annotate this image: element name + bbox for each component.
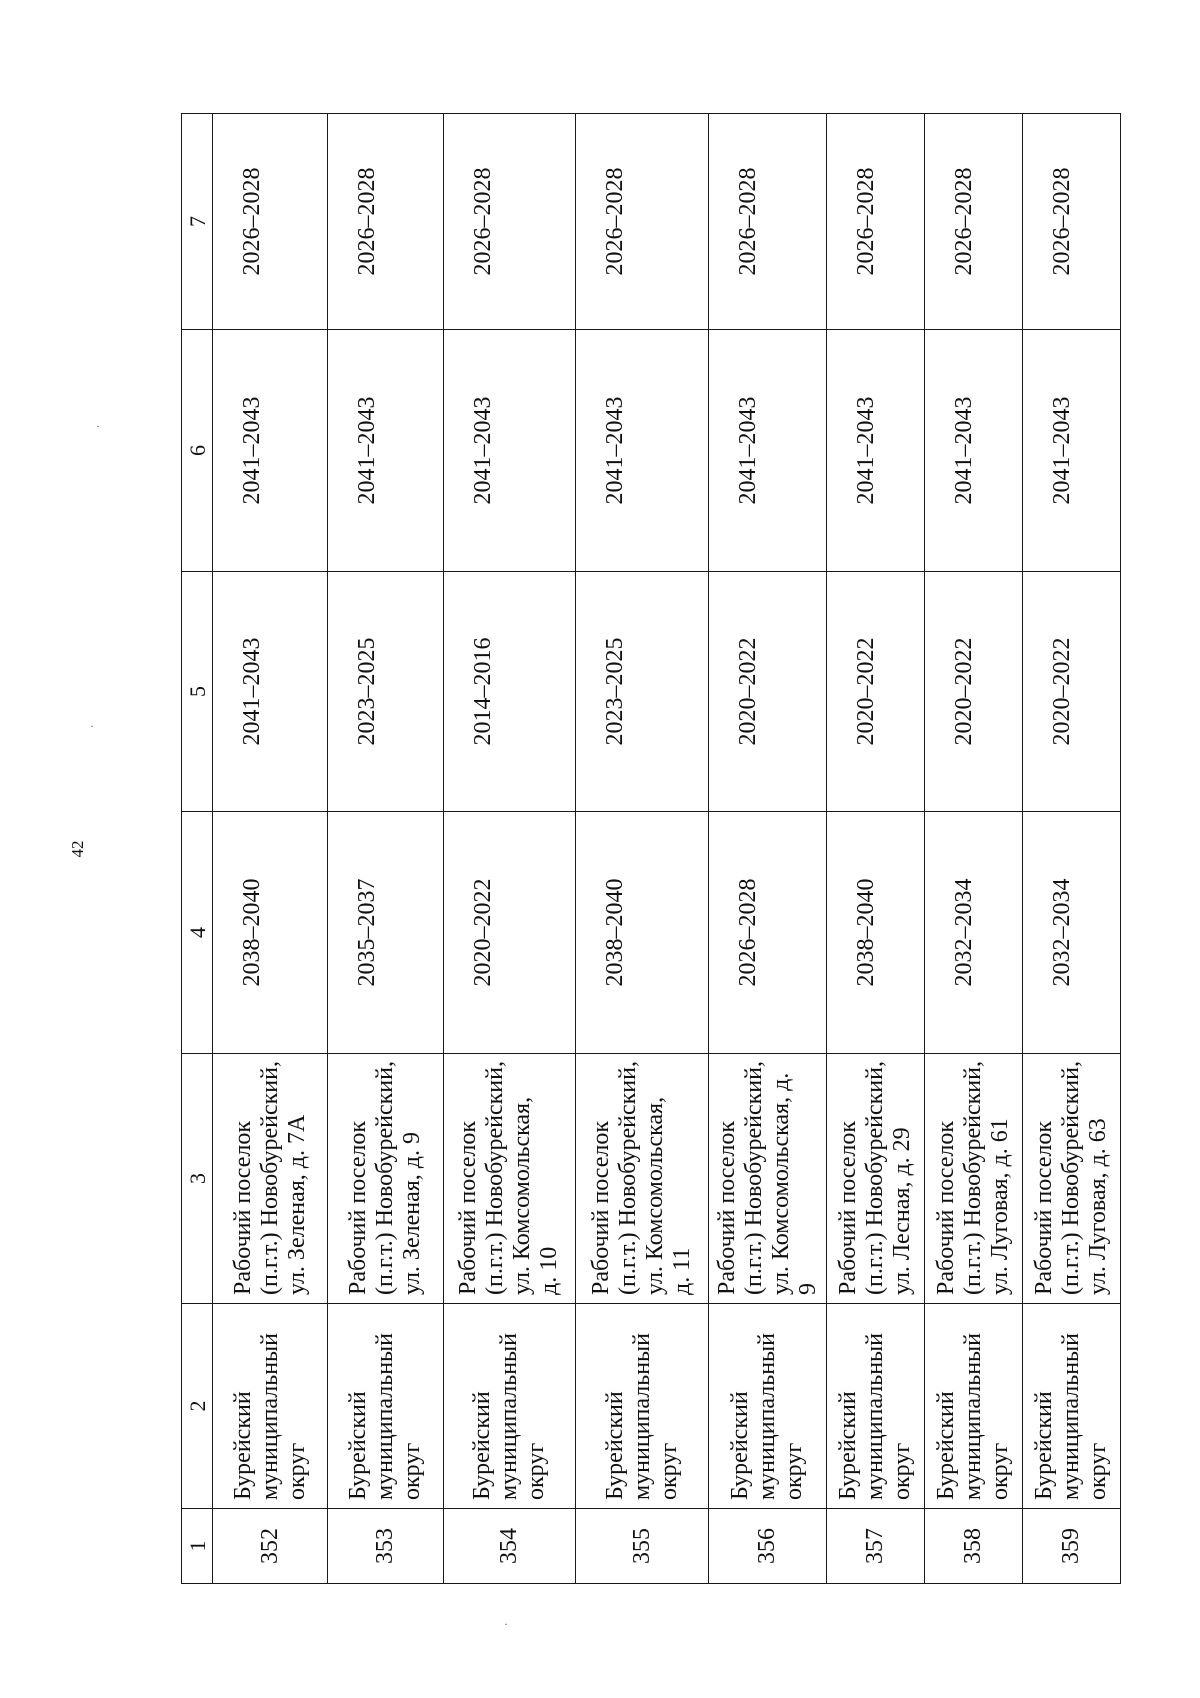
column-header: 5 xyxy=(182,572,213,812)
table-row xyxy=(576,114,709,1584)
scan-speck: · xyxy=(504,1617,508,1631)
period-cell-col7: 2026–2028 xyxy=(328,114,443,330)
district-cell-line: муниципальный xyxy=(1058,1332,1085,1500)
district-cell xyxy=(576,1304,709,1509)
column-header: 7 xyxy=(182,114,213,330)
period-cell-col4: 2038–2040 xyxy=(213,812,328,1054)
table-row xyxy=(925,114,1023,1584)
address-cell-line: Рабочий поселок xyxy=(713,1120,740,1295)
address-cell-line: ул. Луговая, д. 61 xyxy=(987,1118,1014,1295)
column-header: 1 xyxy=(182,1509,213,1584)
period-cell-col4: 2038–2040 xyxy=(576,812,709,1054)
period-cell-col7: 2026–2028 xyxy=(1023,114,1121,330)
district-cell-line: округ xyxy=(781,1442,808,1500)
address-cell xyxy=(328,1054,443,1304)
period-cell-col6: 2041–2043 xyxy=(576,330,709,572)
period-cell-col6: 2041–2043 xyxy=(443,330,576,572)
district-cell xyxy=(925,1304,1023,1509)
address-cell xyxy=(925,1054,1023,1304)
address-cell-line: Рабочий поселок xyxy=(1031,1120,1058,1295)
row-number-cell: 357 xyxy=(827,1509,925,1584)
row-number-cell: 353 xyxy=(328,1509,443,1584)
period-cell-col5: 2023–2025 xyxy=(576,572,709,812)
period-cell-col4: 2032–2034 xyxy=(1023,812,1121,1054)
address-cell xyxy=(213,1054,328,1304)
address-cell-line: (п.г.т.) Новобурейский, xyxy=(1058,1061,1085,1295)
period-cell-col5: 2014–2016 xyxy=(443,572,576,812)
address-cell-line: Рабочий поселок xyxy=(835,1120,862,1295)
address-cell-line: ул. Зеленая, д. 9 xyxy=(398,1132,425,1295)
page-number: 42 xyxy=(68,840,87,858)
column-header: 2 xyxy=(182,1304,213,1509)
table-row xyxy=(1023,114,1121,1584)
address-cell-line: (п.г.т.) Новобурейский, xyxy=(960,1061,987,1295)
table-row xyxy=(827,114,925,1584)
period-cell-col6: 2041–2043 xyxy=(213,330,328,572)
row-number-cell: 358 xyxy=(925,1509,1023,1584)
table-row xyxy=(213,114,328,1584)
rotated-table-container xyxy=(181,114,1121,1584)
address-cell-line: (п.г.т.) Новобурейский, xyxy=(371,1061,398,1295)
column-header: 6 xyxy=(182,330,213,572)
district-cell-line: Бурейский xyxy=(933,1391,960,1500)
district-cell xyxy=(213,1304,328,1509)
scan-speck: · xyxy=(90,719,94,733)
district-cell xyxy=(328,1304,443,1509)
district-cell-line: муниципальный xyxy=(495,1332,522,1500)
district-cell-line: Бурейский xyxy=(229,1391,256,1500)
period-cell-col4: 2026–2028 xyxy=(708,812,827,1054)
header-row xyxy=(182,114,213,1584)
address-cell xyxy=(708,1054,827,1304)
address-cell-line: Рабочий поселок xyxy=(933,1120,960,1295)
period-cell-col5: 2041–2043 xyxy=(213,572,328,812)
period-cell-col4: 2038–2040 xyxy=(827,812,925,1054)
table-row xyxy=(708,114,827,1584)
row-number-cell: 354 xyxy=(443,1509,576,1584)
address-cell-line: Рабочий поселок xyxy=(229,1120,256,1295)
district-cell xyxy=(827,1304,925,1509)
district-cell-line: Бурейский xyxy=(601,1391,628,1500)
column-header: 3 xyxy=(182,1054,213,1304)
address-cell-line: (п.г.т.) Новобурейский, xyxy=(256,1061,283,1295)
column-header: 4 xyxy=(182,812,213,1054)
district-cell-line: округ xyxy=(889,1442,916,1500)
address-cell xyxy=(443,1054,576,1304)
period-cell-col5: 2020–2022 xyxy=(827,572,925,812)
address-cell-line: ул. Луговая, д. 63 xyxy=(1085,1118,1112,1295)
table-body xyxy=(213,114,1121,1584)
district-cell-line: муниципальный xyxy=(371,1332,398,1500)
period-cell-col6: 2041–2043 xyxy=(1023,330,1121,572)
period-cell-col7: 2026–2028 xyxy=(576,114,709,330)
period-cell-col5: 2020–2022 xyxy=(1023,572,1121,812)
district-cell xyxy=(708,1304,827,1509)
district-cell-line: Бурейский xyxy=(468,1391,495,1500)
period-cell-col4: 2032–2034 xyxy=(925,812,1023,1054)
district-cell-line: муниципальный xyxy=(960,1332,987,1500)
address-cell xyxy=(1023,1054,1121,1304)
period-cell-col4: 2020–2022 xyxy=(443,812,576,1054)
address-cell-line: ул. Комсомольская, xyxy=(642,1096,669,1295)
period-cell-col6: 2041–2043 xyxy=(708,330,827,572)
table-row xyxy=(328,114,443,1584)
address-cell-line: Рабочий поселок xyxy=(588,1120,615,1295)
address-cell-line: (п.г.т.) Новобурейский, xyxy=(862,1061,889,1295)
district-cell-line: округ xyxy=(1085,1442,1112,1500)
period-cell-col4: 2035–2037 xyxy=(328,812,443,1054)
address-cell-line: д. 11 xyxy=(669,1247,696,1295)
period-cell-col7: 2026–2028 xyxy=(925,114,1023,330)
schedule-table xyxy=(181,113,1121,1584)
address-cell xyxy=(827,1054,925,1304)
address-cell-line: ул. Комсомольская, д. 9 xyxy=(767,1072,821,1295)
district-cell-line: Бурейский xyxy=(835,1391,862,1500)
address-cell-line: (п.г.т.) Новобурейский, xyxy=(740,1061,767,1295)
district-cell xyxy=(443,1304,576,1509)
address-cell-line: ул. Зеленая, д. 7А xyxy=(283,1114,310,1295)
row-number-cell: 355 xyxy=(576,1509,709,1584)
period-cell-col7: 2026–2028 xyxy=(708,114,827,330)
period-cell-col7: 2026–2028 xyxy=(827,114,925,330)
address-cell-line: Рабочий поселок xyxy=(455,1120,482,1295)
period-cell-col7: 2026–2028 xyxy=(213,114,328,330)
district-cell xyxy=(1023,1304,1121,1509)
address-cell-line: ул. Комсомольская, xyxy=(509,1096,536,1295)
table-row xyxy=(443,114,576,1584)
district-cell-line: округ xyxy=(987,1442,1014,1500)
row-number-cell: 359 xyxy=(1023,1509,1121,1584)
period-cell-col5: 2020–2022 xyxy=(708,572,827,812)
district-cell-line: округ xyxy=(522,1442,549,1500)
period-cell-col5: 2020–2022 xyxy=(925,572,1023,812)
period-cell-col6: 2041–2043 xyxy=(328,330,443,572)
address-cell-line: д. 10 xyxy=(536,1246,563,1295)
district-cell-line: муниципальный xyxy=(628,1332,655,1500)
district-cell-line: муниципальный xyxy=(862,1332,889,1500)
period-cell-col6: 2041–2043 xyxy=(827,330,925,572)
scan-speck: · xyxy=(96,419,100,433)
district-cell-line: округ xyxy=(655,1442,682,1500)
district-cell-line: муниципальный xyxy=(754,1332,781,1500)
district-cell-line: округ xyxy=(398,1442,425,1500)
row-number-cell: 352 xyxy=(213,1509,328,1584)
row-number-cell: 356 xyxy=(708,1509,827,1584)
period-cell-col6: 2041–2043 xyxy=(925,330,1023,572)
period-cell-col7: 2026–2028 xyxy=(443,114,576,330)
period-cell-col5: 2023–2025 xyxy=(328,572,443,812)
address-cell-line: (п.г.т.) Новобурейский, xyxy=(615,1061,642,1295)
address-cell xyxy=(576,1054,709,1304)
district-cell-line: Бурейский xyxy=(344,1391,371,1500)
address-cell-line: ул. Лесная, д. 29 xyxy=(889,1127,916,1295)
address-cell-line: Рабочий поселок xyxy=(344,1120,371,1295)
district-cell-line: муниципальный xyxy=(256,1332,283,1500)
address-cell-line: (п.г.т.) Новобурейский, xyxy=(482,1061,509,1295)
district-cell-line: Бурейский xyxy=(1031,1391,1058,1500)
district-cell-line: Бурейский xyxy=(727,1391,754,1500)
district-cell-line: округ xyxy=(283,1442,310,1500)
